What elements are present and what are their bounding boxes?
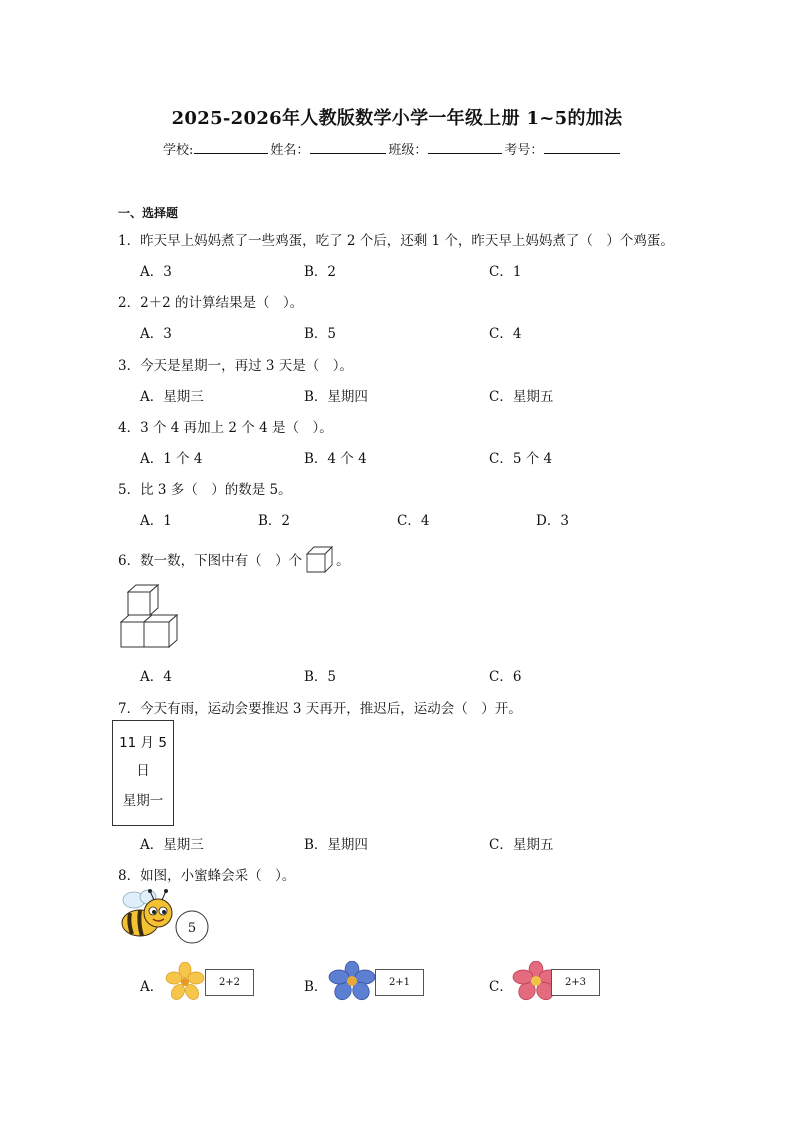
question-1: 1．昨天早上妈妈煮了一些鸡蛋，吃了 2 个后，还剩 1 个，昨天早上妈妈煮了（ ）个鸡蛋。 [118, 233, 674, 249]
calendar-weekday: 星期一 [122, 793, 164, 809]
student-info-line [163, 139, 622, 158]
q8-formula-b: 2+1 [375, 969, 424, 996]
calendar-date: 11 月 5 [119, 735, 167, 751]
q8-option-b[interactable]: B． [304, 979, 328, 995]
question-5: 5．比 3 多（ ）的数是 5。 [118, 482, 292, 498]
name-label: 姓名： [270, 143, 310, 158]
q6-option-b[interactable]: B．5 [304, 669, 337, 685]
bee-number: 5 [187, 921, 197, 936]
q3-option-c[interactable]: C．星期五 [489, 389, 554, 405]
question-6 [118, 544, 350, 574]
stacked-cubes-figure [118, 582, 188, 652]
q7-option-a[interactable]: A．星期三 [140, 837, 204, 853]
calendar-day-unit: 日 [136, 763, 150, 779]
class-blank[interactable] [428, 139, 502, 154]
q4-option-b[interactable]: B．4 个 4 [304, 451, 367, 467]
q1-option-c[interactable]: C．1 [489, 264, 522, 280]
q8-option-a[interactable]: A． [140, 979, 164, 995]
question-7: 7．今天有雨，运动会要推迟 3 天再开，推迟后，运动会（ ）开。 [118, 701, 522, 717]
question-3: 3．今天是星期一，再过 3 天是（ ）。 [118, 358, 354, 374]
q6-option-c[interactable]: C．6 [489, 669, 522, 685]
q3-option-b[interactable]: B．星期四 [304, 389, 368, 405]
number-circle [175, 910, 209, 944]
q6-text-after: 。 [336, 553, 350, 569]
q3-option-a[interactable]: A．星期三 [140, 389, 204, 405]
q1-option-b[interactable]: B．2 [304, 264, 337, 280]
q6-option-a[interactable]: A．4 [140, 669, 172, 685]
school-blank[interactable] [194, 139, 268, 154]
class-label: 班级： [388, 143, 428, 158]
q5-option-a[interactable]: A．1 [140, 513, 172, 529]
question-2: 2．2＋2 的计算结果是（ ）。 [118, 295, 304, 311]
q2-option-a[interactable]: A．3 [140, 326, 172, 342]
q7-option-b[interactable]: B．星期四 [304, 837, 368, 853]
q6-text-before: 6．数一数，下图中有（ ）个 [118, 553, 303, 569]
question-8: 8．如图，小蜜蜂会采（ ）。 [118, 868, 296, 884]
name-blank[interactable] [310, 139, 386, 154]
blue-flower-icon [328, 961, 376, 1001]
q5-option-d[interactable]: D．3 [536, 513, 569, 529]
q4-option-a[interactable]: A．1 个 4 [140, 451, 203, 467]
q7-option-c[interactable]: C．星期五 [489, 837, 554, 853]
cube-icon [304, 544, 334, 574]
yellow-flower-icon [165, 962, 205, 1002]
q8-formula-c: 2+3 [551, 969, 600, 996]
question-4: 4．3 个 4 再加上 2 个 4 是（ ）。 [118, 420, 333, 436]
q2-option-b[interactable]: B．5 [304, 326, 337, 342]
exam-no-label: 考号： [504, 143, 544, 158]
section-title: 一、选择题 [118, 206, 179, 220]
exam-no-blank[interactable] [544, 139, 620, 154]
q5-option-b[interactable]: B．2 [258, 513, 291, 529]
page-title: 2025-2026年人教版数学小学一年级上册 1~5的加法 [171, 108, 623, 129]
q8-formula-a: 2+2 [205, 969, 254, 996]
q5-option-c[interactable]: C．4 [397, 513, 430, 529]
q8-option-c[interactable]: C． [489, 979, 513, 995]
q4-option-c[interactable]: C．5 个 4 [489, 451, 553, 467]
q2-option-c[interactable]: C．4 [489, 326, 522, 342]
calendar-card [112, 720, 174, 826]
bee-icon [118, 888, 178, 942]
school-label: 学校: [163, 143, 194, 158]
q1-option-a[interactable]: A．3 [140, 264, 172, 280]
